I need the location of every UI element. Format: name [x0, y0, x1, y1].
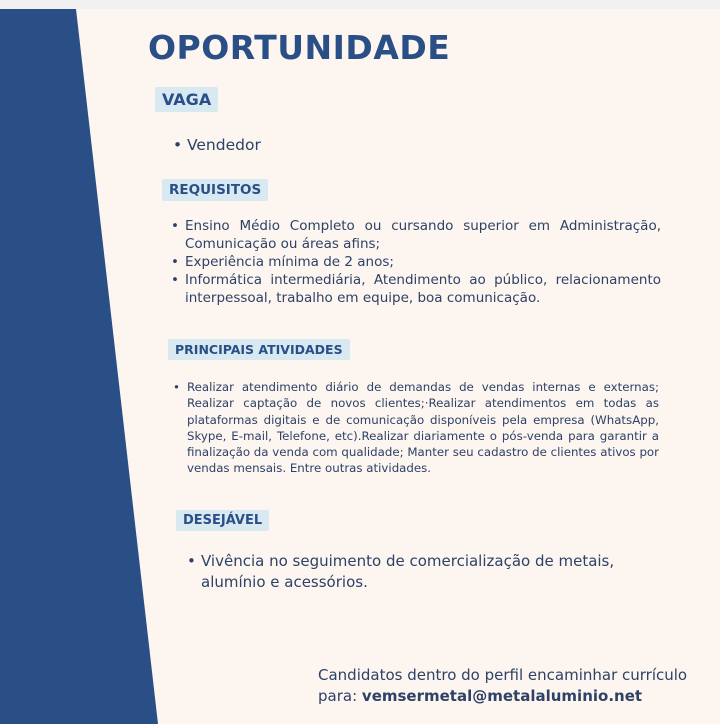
footer-contact	[318, 665, 718, 707]
list-item: • Vendedor	[173, 136, 373, 154]
list-item: • Realizar atendimento diário de demandas de vendas internas e externas; Realizar captação de novos clientes;·Realizar atendimentos em todas as plataformas digitais e de comunicação disponíveis pela empresa (WhatsApp, Skype, E-mail, Telefone, etc).Realizar diariamente o pós-venda para garantir a finalização da venda com qualidade; Manter seu cadastro de clientes ativos por vendas mensais. Entre outras atividades.	[173, 379, 659, 477]
list-item: • Informática intermediária, Atendimento ao público, relacionamento interpessoal, trabalho em equipe, boa comunicação.	[171, 271, 661, 307]
vaga-list	[173, 136, 373, 154]
list-item: • Experiência mínima de 2 anos;	[171, 253, 661, 271]
page-title: OPORTUNIDADE	[148, 28, 451, 67]
contact-email[interactable]: vemsermetal@metalaluminio.net	[361, 687, 643, 705]
decorative-blue-panel	[0, 9, 160, 724]
desejavel-list	[187, 551, 647, 593]
section-label-requisitos: REQUISITOS	[162, 179, 268, 201]
section-label-vaga: VAGA	[155, 87, 218, 112]
atividades-list	[173, 379, 659, 477]
top-strip	[0, 0, 720, 9]
list-item: • Ensino Médio Completo ou cursando superior em Administração, Comunicação ou áreas afins;	[171, 217, 661, 253]
section-label-atividades: PRINCIPAIS ATIVIDADES	[168, 339, 350, 360]
requisitos-list	[171, 217, 661, 307]
list-item: • Vivência no seguimento de comercialização de metais, alumínio e acessórios.	[187, 551, 647, 593]
section-label-desejavel: DESEJÁVEL	[176, 510, 269, 531]
footer-text: Candidatos dentro do perfil encaminhar currículo para:	[318, 666, 688, 705]
